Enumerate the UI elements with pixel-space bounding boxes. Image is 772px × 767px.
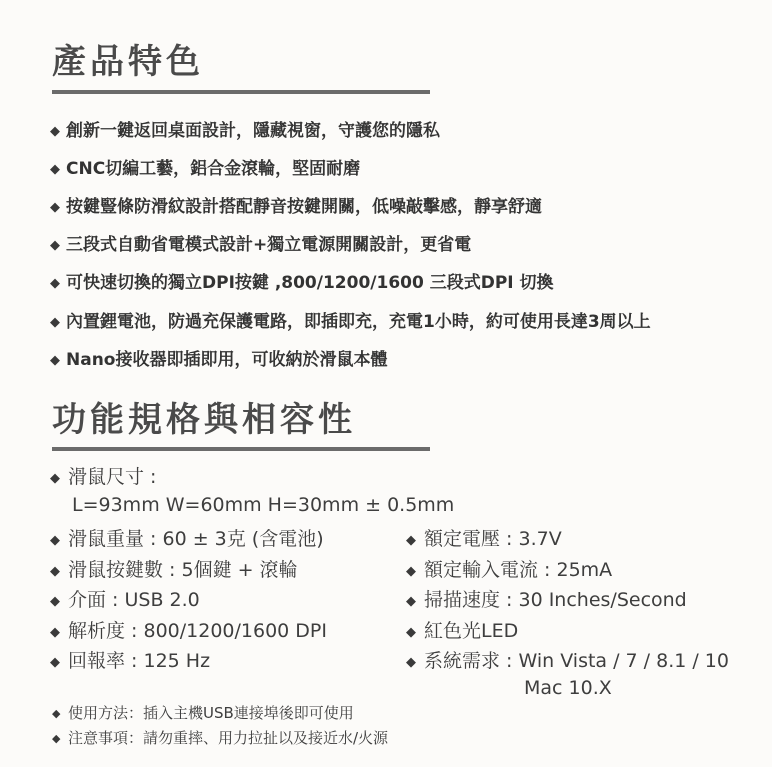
bullet-icon: ◆ — [52, 707, 61, 720]
spec-mouse-size-value: L=93mm W=60mm H=30mm ± 0.5mm — [72, 494, 455, 516]
spec-led: ◆ 紅色光LED — [406, 620, 519, 642]
feature-item: ◆ CNC切編工藝，鋁合金滾輪，堅固耐磨 — [50, 159, 361, 179]
bullet-icon: ◆ — [50, 200, 60, 215]
spec-interface: ◆ 介面 : USB 2.0 — [50, 589, 200, 611]
spec-weight: ◆ 滑鼠重量 : 60 ± 3克 (含電池) — [50, 528, 324, 550]
bullet-icon: ◆ — [50, 655, 60, 670]
bullet-icon: ◆ — [50, 315, 60, 330]
bullet-icon: ◆ — [50, 162, 60, 177]
spec-mouse-size-label: ◆ 滑鼠尺寸 : — [50, 466, 157, 488]
specs-divider — [52, 447, 430, 451]
note-caution: ◆ 注意事項：請勿重摔、用力拉扯以及接近水/火源 — [52, 729, 389, 747]
bullet-icon: ◆ — [406, 564, 416, 579]
bullet-icon: ◆ — [50, 353, 60, 368]
bullet-icon: ◆ — [406, 594, 416, 609]
bullet-icon: ◆ — [50, 625, 60, 640]
spec-report-rate: ◆ 回報率 : 125 Hz — [50, 650, 211, 672]
spec-system: ◆ 系統需求 : Win Vista / 7 / 8.1 / 10 — [406, 650, 729, 672]
specs-heading: 功能規格與相容性 — [52, 400, 356, 440]
bullet-icon: ◆ — [406, 533, 416, 548]
bullet-icon: ◆ — [406, 655, 416, 670]
bullet-icon: ◆ — [50, 276, 60, 291]
feature-item: ◆ 可快速切換的獨立DPI按鍵 ,800/1200/1600 三段式DPI 切換 — [50, 273, 554, 293]
spec-scan-speed: ◆ 掃描速度 : 30 Inches/Second — [406, 589, 687, 611]
bullet-icon: ◆ — [50, 471, 60, 486]
bullet-icon: ◆ — [50, 533, 60, 548]
spec-voltage: ◆ 額定電壓 : 3.7V — [406, 528, 562, 550]
features-divider — [52, 90, 430, 94]
bullet-icon: ◆ — [50, 594, 60, 609]
spec-buttons: ◆ 滑鼠按鍵數 : 5個鍵 + 滾輪 — [50, 559, 298, 581]
feature-item: ◆ 三段式自動省電模式設計+獨立電源開關設計，更省電 — [50, 235, 472, 255]
bullet-icon: ◆ — [50, 564, 60, 579]
spec-resolution: ◆ 解析度 : 800/1200/1600 DPI — [50, 620, 327, 642]
bullet-icon: ◆ — [50, 124, 60, 139]
note-usage: ◆ 使用方法：插入主機USB連接埠後即可使用 — [52, 704, 354, 722]
feature-item: ◆ 內置鋰電池，防過充保護電路，即插即充，充電1小時，約可使用長達3周以上 — [50, 312, 651, 332]
feature-item: ◆ Nano接收器即插即用，可收納於滑鼠本體 — [50, 350, 388, 370]
bullet-icon: ◆ — [52, 732, 61, 745]
bullet-icon: ◆ — [50, 238, 60, 253]
feature-item: ◆ 按鍵豎條防滑紋設計搭配靜音按鍵開關，低噪敲擊感，靜享舒適 — [50, 197, 542, 217]
spec-system-cont: Mac 10.X — [524, 677, 612, 699]
spec-current: ◆ 額定輸入電流 : 25mA — [406, 559, 613, 581]
feature-item: ◆ 創新一鍵返回桌面設計，隱藏視窗，守護您的隱私 — [50, 121, 440, 141]
features-heading: 產品特色 — [52, 42, 204, 82]
bullet-icon: ◆ — [406, 625, 416, 640]
